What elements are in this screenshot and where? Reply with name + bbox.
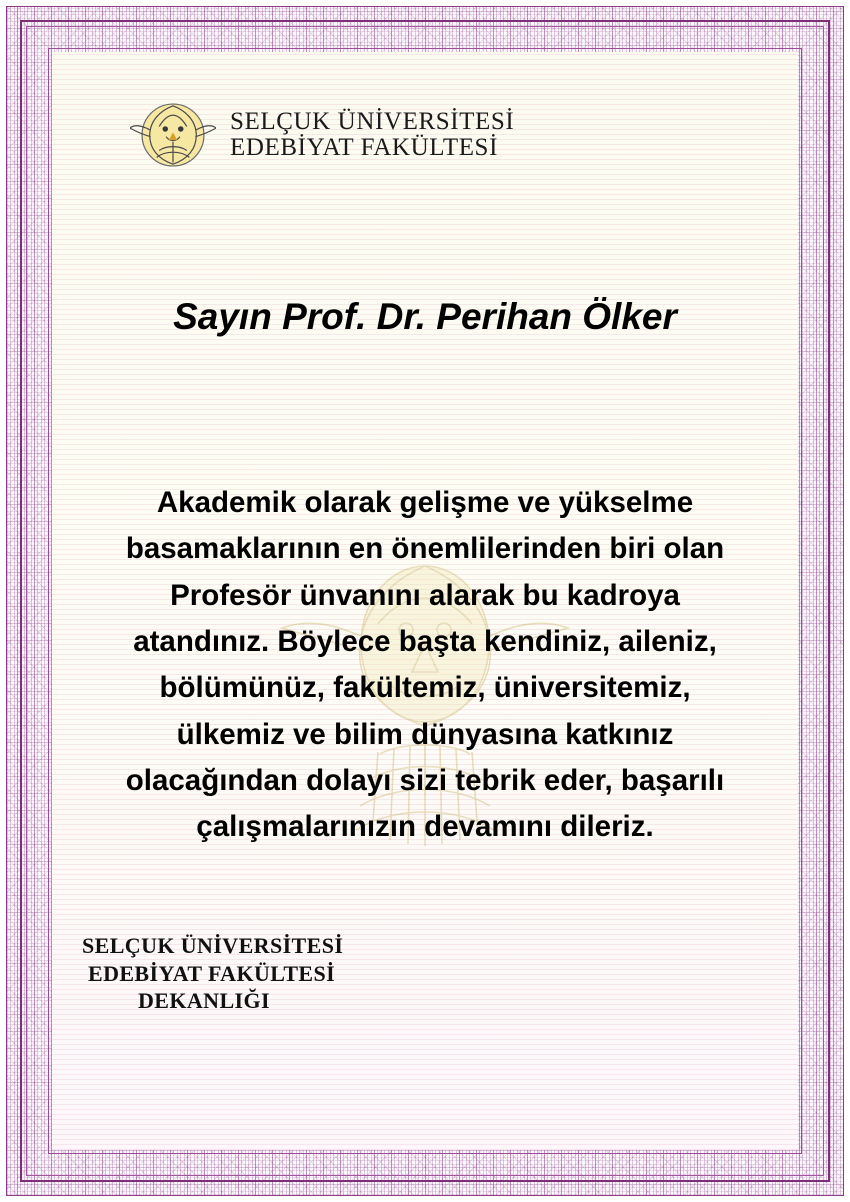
signature-line-faculty: EDEBİYAT FAKÜLTESİ [88, 960, 336, 986]
selcuk-universitesi-crest-icon [130, 92, 216, 178]
signature-line-university: SELÇUK ÜNİVERSİTESİ [82, 933, 344, 958]
congratulation-body-text: Akademik olarak gelişme ve yükselme basamaklarının en önemlilerinden biri olan Profesör ünvanını alarak bu kadroya atandınız. Böylece başta kendiniz, aileniz, bölümünüz, fakültemiz, üniversitemiz, ülkemiz ve bilim dünyasına katkınız olacağından dolayı sizi tebrik eder, başarılı çalışmalarınızın devamını dileriz. [125, 486, 725, 844]
signature-line-deanship: DEKANLIĞI [138, 988, 270, 1014]
recipient-salutation: Sayın Prof. Dr. Perihan Ölker [173, 296, 677, 337]
certificate-header [130, 92, 514, 178]
certificate-paper [52, 52, 798, 1150]
organization-name [230, 109, 514, 162]
signature-block [82, 932, 343, 1015]
org-line-faculty: EDEBİYAT FAKÜLTESİ [230, 134, 498, 161]
org-line-university: SELÇUK ÜNİVERSİTESİ [230, 107, 515, 135]
